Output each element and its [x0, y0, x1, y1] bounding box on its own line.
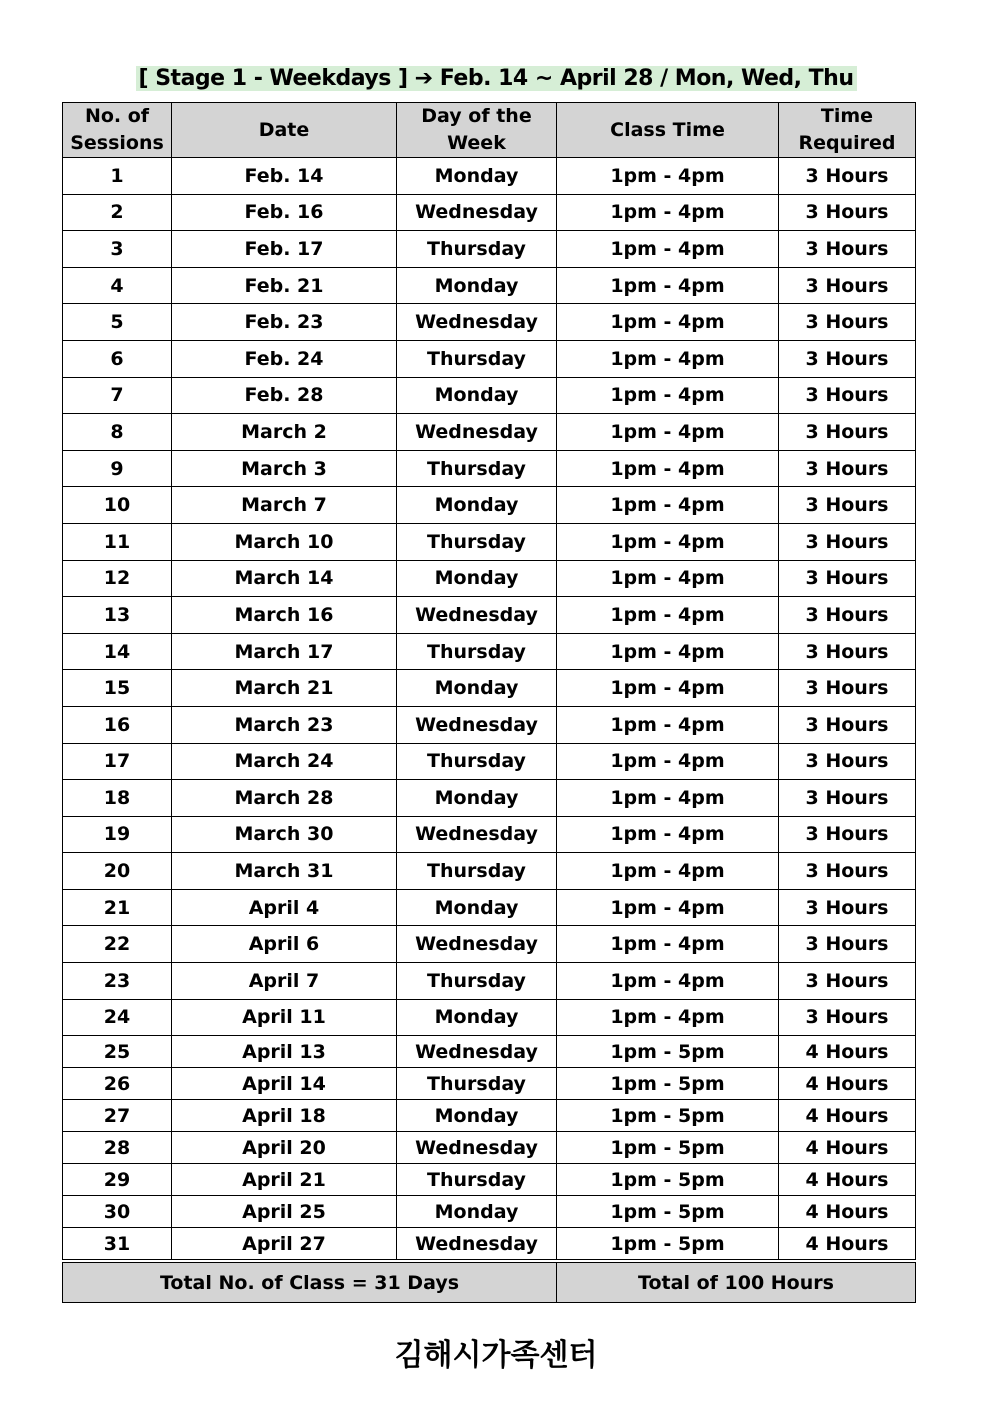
time-required-cell: 4 Hours [779, 1164, 916, 1196]
class-time-cell: 1pm - 4pm [557, 450, 779, 487]
day-cell: Wednesday [397, 194, 557, 231]
class-time-cell: 1pm - 4pm [557, 963, 779, 1000]
date-cell: Feb. 21 [172, 267, 397, 304]
date-cell: March 3 [172, 450, 397, 487]
time-required-cell: 3 Hours [779, 450, 916, 487]
time-required-cell: 3 Hours [779, 963, 916, 1000]
class-time-cell: 1pm - 4pm [557, 670, 779, 707]
header-date: Date [172, 103, 397, 158]
day-cell: Thursday [397, 450, 557, 487]
header-time-required: Time Required [779, 103, 916, 158]
time-required-cell: 3 Hours [779, 706, 916, 743]
date-cell: Feb. 14 [172, 158, 397, 195]
session-number-cell: 6 [63, 340, 172, 377]
day-cell: Monday [397, 377, 557, 414]
date-cell: April 7 [172, 963, 397, 1000]
class-time-cell: 1pm - 4pm [557, 816, 779, 853]
session-number-cell: 24 [63, 999, 172, 1036]
date-cell: April 27 [172, 1228, 397, 1262]
day-cell: Wednesday [397, 1228, 557, 1262]
date-cell: March 31 [172, 853, 397, 890]
date-cell: Feb. 23 [172, 304, 397, 341]
table-row [63, 1100, 916, 1132]
table-row [63, 816, 916, 853]
day-cell: Monday [397, 670, 557, 707]
session-number-cell: 12 [63, 560, 172, 597]
table-row [63, 304, 916, 341]
session-number-cell: 18 [63, 780, 172, 817]
time-required-cell: 4 Hours [779, 1228, 916, 1262]
session-number-cell: 27 [63, 1100, 172, 1132]
date-cell: April 25 [172, 1196, 397, 1228]
day-cell: Thursday [397, 523, 557, 560]
day-cell: Wednesday [397, 1132, 557, 1164]
table-row [63, 743, 916, 780]
table-row [63, 414, 916, 451]
class-time-cell: 1pm - 4pm [557, 158, 779, 195]
time-required-cell: 3 Hours [779, 633, 916, 670]
day-cell: Wednesday [397, 706, 557, 743]
table-row [63, 670, 916, 707]
table-row [63, 1196, 916, 1228]
day-cell: Thursday [397, 743, 557, 780]
date-cell: April 6 [172, 926, 397, 963]
table-row [63, 340, 916, 377]
date-cell: Feb. 17 [172, 231, 397, 268]
class-time-cell: 1pm - 5pm [557, 1196, 779, 1228]
date-cell: March 24 [172, 743, 397, 780]
header-row [63, 103, 916, 158]
time-required-cell: 3 Hours [779, 560, 916, 597]
day-cell: Monday [397, 267, 557, 304]
class-time-cell: 1pm - 5pm [557, 1132, 779, 1164]
time-required-cell: 3 Hours [779, 743, 916, 780]
session-number-cell: 17 [63, 743, 172, 780]
date-cell: Feb. 16 [172, 194, 397, 231]
class-time-cell: 1pm - 4pm [557, 853, 779, 890]
time-required-cell: 3 Hours [779, 487, 916, 524]
table-row [63, 597, 916, 634]
session-number-cell: 20 [63, 853, 172, 890]
session-number-cell: 31 [63, 1228, 172, 1262]
day-cell: Monday [397, 1100, 557, 1132]
table-row [63, 158, 916, 195]
time-required-cell: 3 Hours [779, 780, 916, 817]
day-cell: Monday [397, 1196, 557, 1228]
session-number-cell: 4 [63, 267, 172, 304]
header-class-time: Class Time [557, 103, 779, 158]
time-required-cell: 3 Hours [779, 414, 916, 451]
table-row [63, 780, 916, 817]
day-cell: Thursday [397, 340, 557, 377]
day-cell: Thursday [397, 853, 557, 890]
session-number-cell: 8 [63, 414, 172, 451]
class-time-cell: 1pm - 4pm [557, 743, 779, 780]
table-row [63, 1132, 916, 1164]
organization-name: 김해시가족센터 [394, 1338, 598, 1373]
table-row [63, 706, 916, 743]
time-required-cell: 4 Hours [779, 1196, 916, 1228]
header-day: Day of the Week [397, 103, 557, 158]
class-time-cell: 1pm - 4pm [557, 889, 779, 926]
time-required-cell: 3 Hours [779, 853, 916, 890]
day-cell: Monday [397, 158, 557, 195]
class-time-cell: 1pm - 4pm [557, 267, 779, 304]
schedule-table [62, 102, 916, 1303]
session-number-cell: 9 [63, 450, 172, 487]
date-cell: April 13 [172, 1036, 397, 1068]
schedule-title [0, 64, 992, 94]
class-time-cell: 1pm - 4pm [557, 304, 779, 341]
session-number-cell: 21 [63, 889, 172, 926]
table-row [63, 926, 916, 963]
time-required-cell: 3 Hours [779, 194, 916, 231]
date-cell: April 21 [172, 1164, 397, 1196]
class-time-cell: 1pm - 5pm [557, 1164, 779, 1196]
table-row [63, 853, 916, 890]
session-number-cell: 23 [63, 963, 172, 1000]
day-cell: Wednesday [397, 1036, 557, 1068]
day-cell: Monday [397, 999, 557, 1036]
date-cell: Feb. 28 [172, 377, 397, 414]
date-cell: March 7 [172, 487, 397, 524]
table-row [63, 889, 916, 926]
time-required-cell: 3 Hours [779, 670, 916, 707]
table-row [63, 1228, 916, 1262]
day-cell: Monday [397, 780, 557, 817]
session-number-cell: 1 [63, 158, 172, 195]
class-time-cell: 1pm - 5pm [557, 1068, 779, 1100]
day-cell: Thursday [397, 1068, 557, 1100]
session-number-cell: 25 [63, 1036, 172, 1068]
session-number-cell: 14 [63, 633, 172, 670]
table-row [63, 560, 916, 597]
class-time-cell: 1pm - 4pm [557, 999, 779, 1036]
session-number-cell: 2 [63, 194, 172, 231]
class-time-cell: 1pm - 4pm [557, 194, 779, 231]
date-cell: March 28 [172, 780, 397, 817]
total-hours: Total of 100 Hours [557, 1261, 916, 1303]
session-number-cell: 3 [63, 231, 172, 268]
session-number-cell: 30 [63, 1196, 172, 1228]
table-row [63, 633, 916, 670]
class-time-cell: 1pm - 5pm [557, 1036, 779, 1068]
table-row [63, 1068, 916, 1100]
class-time-cell: 1pm - 4pm [557, 926, 779, 963]
session-number-cell: 26 [63, 1068, 172, 1100]
session-number-cell: 5 [63, 304, 172, 341]
session-number-cell: 10 [63, 487, 172, 524]
date-cell: March 17 [172, 633, 397, 670]
day-cell: Monday [397, 889, 557, 926]
class-time-cell: 1pm - 4pm [557, 633, 779, 670]
total-classes: Total No. of Class = 31 Days [63, 1261, 557, 1303]
schedule-title-text: [ Stage 1 - Weekdays ] ➔ Feb. 14 ~ April 28 / Mon, Wed, Thu [136, 66, 857, 91]
table-row [63, 450, 916, 487]
class-time-cell: 1pm - 4pm [557, 487, 779, 524]
date-cell: March 2 [172, 414, 397, 451]
date-cell: March 10 [172, 523, 397, 560]
date-cell: March 14 [172, 560, 397, 597]
class-time-cell: 1pm - 4pm [557, 706, 779, 743]
time-required-cell: 3 Hours [779, 999, 916, 1036]
session-number-cell: 29 [63, 1164, 172, 1196]
class-time-cell: 1pm - 4pm [557, 780, 779, 817]
totals-row [63, 1261, 916, 1303]
day-cell: Wednesday [397, 926, 557, 963]
table-row [63, 267, 916, 304]
session-number-cell: 16 [63, 706, 172, 743]
table-row [63, 487, 916, 524]
class-time-cell: 1pm - 4pm [557, 560, 779, 597]
time-required-cell: 4 Hours [779, 1068, 916, 1100]
time-required-cell: 4 Hours [779, 1036, 916, 1068]
session-number-cell: 13 [63, 597, 172, 634]
date-cell: March 16 [172, 597, 397, 634]
day-cell: Wednesday [397, 304, 557, 341]
session-number-cell: 22 [63, 926, 172, 963]
time-required-cell: 3 Hours [779, 523, 916, 560]
class-time-cell: 1pm - 5pm [557, 1228, 779, 1262]
time-required-cell: 3 Hours [779, 340, 916, 377]
time-required-cell: 3 Hours [779, 926, 916, 963]
session-number-cell: 11 [63, 523, 172, 560]
day-cell: Thursday [397, 633, 557, 670]
date-cell: April 11 [172, 999, 397, 1036]
time-required-cell: 3 Hours [779, 231, 916, 268]
day-cell: Thursday [397, 1164, 557, 1196]
table-row [63, 194, 916, 231]
schedule-body [63, 158, 916, 1262]
day-cell: Wednesday [397, 414, 557, 451]
class-time-cell: 1pm - 4pm [557, 340, 779, 377]
time-required-cell: 3 Hours [779, 377, 916, 414]
day-cell: Wednesday [397, 597, 557, 634]
table-row [63, 999, 916, 1036]
date-cell: April 14 [172, 1068, 397, 1100]
time-required-cell: 3 Hours [779, 816, 916, 853]
session-number-cell: 15 [63, 670, 172, 707]
session-number-cell: 7 [63, 377, 172, 414]
session-number-cell: 19 [63, 816, 172, 853]
date-cell: April 20 [172, 1132, 397, 1164]
date-cell: March 21 [172, 670, 397, 707]
table-row [63, 963, 916, 1000]
class-time-cell: 1pm - 4pm [557, 523, 779, 560]
class-time-cell: 1pm - 4pm [557, 414, 779, 451]
day-cell: Wednesday [397, 816, 557, 853]
time-required-cell: 3 Hours [779, 597, 916, 634]
table-row [63, 523, 916, 560]
time-required-cell: 3 Hours [779, 304, 916, 341]
session-number-cell: 28 [63, 1132, 172, 1164]
date-cell: Feb. 24 [172, 340, 397, 377]
class-time-cell: 1pm - 5pm [557, 1100, 779, 1132]
date-cell: March 23 [172, 706, 397, 743]
class-time-cell: 1pm - 4pm [557, 597, 779, 634]
day-cell: Thursday [397, 963, 557, 1000]
time-required-cell: 3 Hours [779, 889, 916, 926]
time-required-cell: 4 Hours [779, 1132, 916, 1164]
class-time-cell: 1pm - 4pm [557, 377, 779, 414]
time-required-cell: 3 Hours [779, 267, 916, 304]
day-cell: Monday [397, 560, 557, 597]
header-sessions: No. of Sessions [63, 103, 172, 158]
date-cell: April 4 [172, 889, 397, 926]
time-required-cell: 4 Hours [779, 1100, 916, 1132]
time-required-cell: 3 Hours [779, 158, 916, 195]
date-cell: March 30 [172, 816, 397, 853]
table-row [63, 377, 916, 414]
day-cell: Monday [397, 487, 557, 524]
date-cell: April 18 [172, 1100, 397, 1132]
table-row [63, 231, 916, 268]
table-row [63, 1164, 916, 1196]
table-row [63, 1036, 916, 1068]
class-time-cell: 1pm - 4pm [557, 231, 779, 268]
day-cell: Thursday [397, 231, 557, 268]
